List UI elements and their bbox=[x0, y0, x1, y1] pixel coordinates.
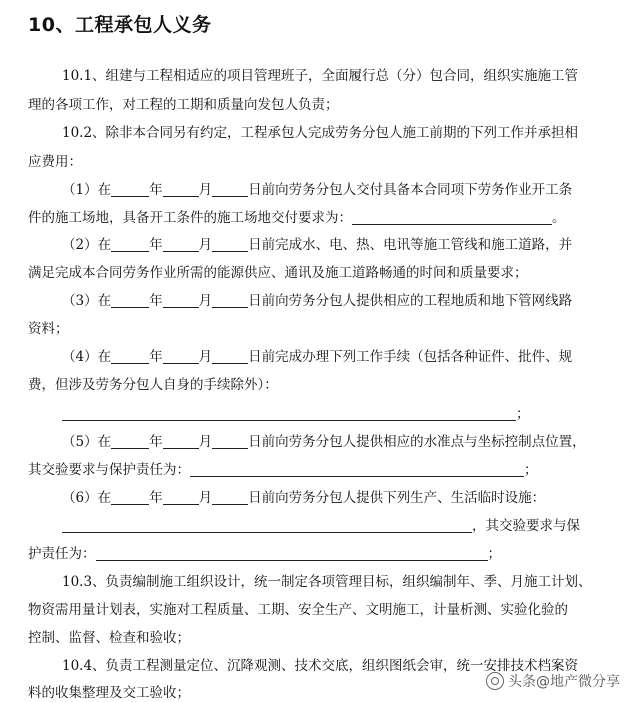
month-blank bbox=[163, 349, 199, 364]
line-end: ； bbox=[524, 462, 538, 478]
item-number: （2）在 bbox=[62, 237, 112, 253]
item-text: 日前完成水、电、热、电讯等施工管线和施工道路，并 bbox=[248, 237, 573, 253]
clause-10-4-line-2: 料的收集整理及交工验收； bbox=[28, 685, 190, 701]
item-text: 件的施工场地，具备开工条件的施工场地交付要求为： bbox=[28, 210, 352, 226]
item-text: 日前完成办理下列工作手续（包括各种证件、批件、规 bbox=[248, 349, 573, 365]
year-label: 年 bbox=[149, 293, 163, 309]
answer-blank bbox=[62, 406, 516, 421]
clause-10-4-line-1: 10.4、负责工程测量定位、沉降观测、技术交底，组织图纸会审，统一安排技术档案资 bbox=[62, 658, 579, 674]
clause-10-1-line-2: 理的各项工作，对工程的工期和质量向发包人负责； bbox=[28, 97, 339, 113]
month-label: 月 bbox=[198, 182, 213, 198]
item-6-line-1 bbox=[62, 489, 545, 507]
answer-blank bbox=[190, 462, 524, 477]
month-label: 月 bbox=[198, 293, 213, 309]
clause-10-3-line-1: 10.3、负责编制施工组织设计，统一制定各项管理目标，组织编制年、季、月施工计划、 bbox=[62, 574, 592, 590]
clause-10-3-line-2: 物资需用量计划表，实施对工程质量、工期、安全生产、文明施工，计量析测、实验化验的 bbox=[28, 602, 568, 618]
item-6-line-2 bbox=[62, 517, 580, 535]
item-6-line-3 bbox=[28, 545, 501, 563]
month-blank bbox=[163, 182, 199, 197]
item-4-line-3 bbox=[62, 405, 530, 423]
clause-10-1-line-1: 10.1、组建与工程相适应的项目管理班子，全面履行总（分）包合同，组织实施施工管 bbox=[62, 68, 579, 84]
year-blank bbox=[111, 237, 149, 252]
answer-blank bbox=[96, 546, 488, 561]
year-label: 年 bbox=[149, 237, 163, 253]
answer-blank bbox=[352, 210, 552, 225]
month-blank bbox=[163, 237, 199, 252]
year-label: 年 bbox=[149, 182, 163, 198]
item-1-line-1 bbox=[62, 181, 572, 199]
item-text: 日前向劳务分包人提供相应的工程地质和地下管网线路 bbox=[248, 293, 573, 309]
line-end: ； bbox=[516, 406, 530, 422]
month-blank bbox=[163, 293, 199, 308]
watermark bbox=[486, 670, 620, 692]
line-end: ； bbox=[487, 546, 501, 562]
item-1-line-2 bbox=[28, 209, 566, 227]
section-title: 10、工程承包人义务 bbox=[28, 14, 212, 36]
month-blank bbox=[163, 434, 199, 449]
year-label: 年 bbox=[149, 434, 163, 450]
item-number: （1）在 bbox=[62, 182, 112, 198]
year-blank bbox=[111, 182, 149, 197]
month-label: 月 bbox=[198, 434, 213, 450]
item-text: 日前向劳务分包人提供相应的水准点与坐标控制点位置， bbox=[248, 434, 586, 450]
clause-10-2-line-2: 应费用： bbox=[28, 154, 82, 170]
item-4-line-1 bbox=[62, 348, 572, 366]
month-label: 月 bbox=[198, 490, 213, 506]
item-5-line-1 bbox=[62, 433, 586, 451]
item-4-line-2: 费，但涉及劳务分包人自身的手续除外）： bbox=[28, 377, 278, 393]
item-3-line-2: 资料； bbox=[28, 321, 69, 337]
year-blank bbox=[111, 490, 149, 505]
item-text: ，其交验要求与保 bbox=[472, 518, 580, 534]
item-text: 日前向劳务分包人交付具备本合同项下劳务作业开工条 bbox=[248, 182, 573, 198]
year-label: 年 bbox=[149, 349, 163, 365]
item-3-line-1 bbox=[62, 292, 572, 310]
day-blank bbox=[212, 490, 248, 505]
item-text: 护责任为： bbox=[28, 546, 96, 562]
month-blank bbox=[163, 490, 199, 505]
year-blank bbox=[111, 349, 149, 364]
item-number: （3）在 bbox=[62, 293, 112, 309]
year-label: 年 bbox=[149, 490, 163, 506]
line-end: 。 bbox=[552, 210, 566, 226]
camera-lens-icon bbox=[486, 672, 504, 690]
item-2-line-1 bbox=[62, 236, 572, 254]
day-blank bbox=[212, 434, 248, 449]
day-blank bbox=[212, 182, 248, 197]
year-blank bbox=[111, 434, 149, 449]
answer-blank bbox=[62, 518, 472, 533]
item-number: （4）在 bbox=[62, 349, 112, 365]
month-label: 月 bbox=[198, 349, 213, 365]
watermark-text: 头条@地产微分享 bbox=[508, 674, 620, 690]
item-number: （6）在 bbox=[62, 490, 112, 506]
day-blank bbox=[212, 293, 248, 308]
item-5-line-2 bbox=[28, 461, 538, 479]
day-blank bbox=[212, 237, 248, 252]
item-text: 日前向劳务分包人提供下列生产、生活临时设施： bbox=[248, 490, 546, 506]
item-2-line-2: 满足完成本合同劳务作业所需的能源供应、通讯及施工道路畅通的时间和质量要求； bbox=[28, 265, 528, 281]
clause-10-2-line-1: 10.2、除非本合同另有约定，工程承包人完成劳务分包人施工前期的下列工作并承担相 bbox=[62, 125, 579, 141]
item-text: 其交验要求与保护责任为： bbox=[28, 462, 190, 478]
month-label: 月 bbox=[198, 237, 213, 253]
year-blank bbox=[111, 293, 149, 308]
item-number: （5）在 bbox=[62, 434, 112, 450]
clause-10-3-line-3: 控制、监督、检查和验收； bbox=[28, 630, 190, 646]
day-blank bbox=[212, 349, 248, 364]
